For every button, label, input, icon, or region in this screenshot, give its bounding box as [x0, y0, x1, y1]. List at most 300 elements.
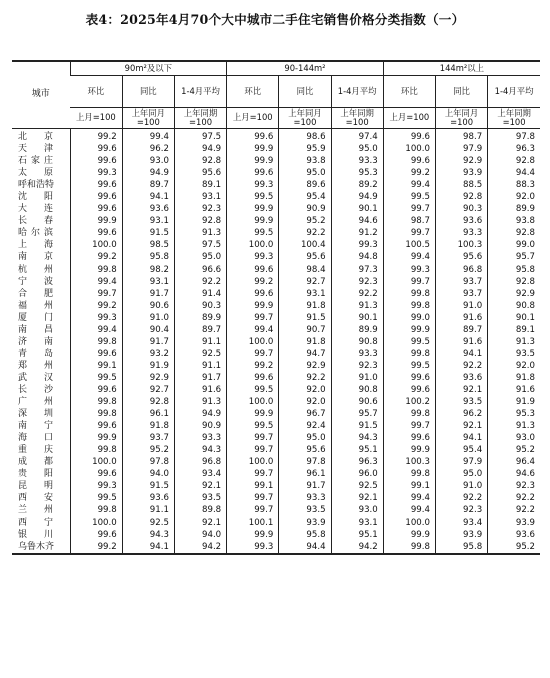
- city-name: 南宁: [18, 421, 71, 432]
- large-mom-value: 99.6: [383, 372, 435, 384]
- small-avg-value: 92.2: [174, 276, 226, 288]
- medium-mom-value: 99.6: [227, 167, 279, 179]
- small-yoy-value: 93.7: [122, 432, 174, 444]
- table-row: [12, 444, 540, 456]
- large-mom-value: 99.6: [383, 155, 435, 167]
- sub-header-yoy: 同比: [279, 76, 331, 108]
- large-mom-value: 99.5: [383, 191, 435, 203]
- medium-mom-value: 100.1: [227, 517, 279, 529]
- large-avg-value: 92.3: [488, 480, 540, 492]
- medium-avg-value: 92.1: [331, 492, 383, 504]
- small-yoy-value: 91.1: [122, 504, 174, 516]
- large-mom-value: 99.7: [383, 227, 435, 239]
- small-mom-value: 99.5: [70, 372, 122, 384]
- large-mom-value: 99.8: [383, 300, 435, 312]
- medium-avg-value: 95.7: [331, 408, 383, 420]
- small-avg-value: 94.2: [174, 541, 226, 554]
- medium-yoy-value: 95.6: [279, 444, 331, 456]
- small-avg-value: 91.3: [174, 396, 226, 408]
- large-avg-value: 94.4: [488, 167, 540, 179]
- small-mom-value: 99.8: [70, 444, 122, 456]
- medium-avg-value: 97.3: [331, 264, 383, 276]
- large-yoy-value: 92.2: [435, 360, 487, 372]
- large-yoy-value: 93.5: [435, 396, 487, 408]
- table-row: [12, 372, 540, 384]
- city-name: 天津: [18, 144, 71, 155]
- large-avg-value: 92.0: [488, 191, 540, 203]
- city-name: 厦门: [18, 312, 71, 323]
- city-name: 福州: [18, 300, 71, 311]
- small-yoy-value: 96.2: [122, 143, 174, 155]
- city-name: 海口: [18, 433, 71, 444]
- medium-yoy-value: 92.2: [279, 227, 331, 239]
- medium-avg-value: 90.6: [331, 396, 383, 408]
- base-header-mom: 上月=100: [227, 108, 279, 129]
- medium-mom-value: 99.7: [227, 468, 279, 480]
- medium-avg-value: 89.2: [331, 179, 383, 191]
- table-row: [12, 191, 540, 203]
- large-yoy-value: 93.6: [435, 215, 487, 227]
- medium-yoy-value: 90.7: [279, 324, 331, 336]
- medium-avg-value: 96.3: [331, 456, 383, 468]
- large-avg-value: 88.3: [488, 179, 540, 191]
- large-yoy-value: 95.0: [435, 468, 487, 480]
- sub-header-avg: 1-4月平均: [488, 76, 540, 108]
- small-yoy-value: 92.8: [122, 396, 174, 408]
- large-yoy-value: 90.3: [435, 203, 487, 215]
- medium-avg-value: 92.3: [331, 360, 383, 372]
- medium-avg-value: 95.1: [331, 444, 383, 456]
- large-avg-value: 92.8: [488, 155, 540, 167]
- small-yoy-value: 93.1: [122, 276, 174, 288]
- small-avg-value: 94.3: [174, 444, 226, 456]
- city-name: 太原: [18, 168, 71, 179]
- medium-avg-value: 94.3: [331, 432, 383, 444]
- medium-avg-value: 91.0: [331, 372, 383, 384]
- small-yoy-value: 91.7: [122, 288, 174, 300]
- city-name: 兰州: [18, 505, 71, 516]
- medium-mom-value: 99.9: [227, 203, 279, 215]
- table-row: [12, 529, 540, 541]
- medium-mom-value: 100.0: [227, 396, 279, 408]
- large-yoy-value: 88.5: [435, 179, 487, 191]
- large-yoy-value: 97.9: [435, 143, 487, 155]
- small-avg-value: 89.7: [174, 324, 226, 336]
- medium-yoy-value: 95.0: [279, 432, 331, 444]
- small-mom-value: 99.6: [70, 143, 122, 155]
- table-row: [12, 432, 540, 444]
- city-name: 杭州: [18, 264, 71, 275]
- medium-mom-value: 99.9: [227, 215, 279, 227]
- medium-avg-value: 91.2: [331, 227, 383, 239]
- small-mom-value: 99.4: [70, 276, 122, 288]
- small-avg-value: 95.6: [174, 167, 226, 179]
- medium-mom-value: 99.9: [227, 529, 279, 541]
- table-row: [12, 276, 540, 288]
- large-avg-value: 93.9: [488, 517, 540, 529]
- sub-header-yoy: 同比: [435, 76, 487, 108]
- small-avg-value: 91.1: [174, 360, 226, 372]
- large-mom-value: 99.8: [383, 348, 435, 360]
- medium-mom-value: 99.6: [227, 288, 279, 300]
- large-avg-value: 91.3: [488, 420, 540, 432]
- large-avg-value: 90.1: [488, 312, 540, 324]
- base-header-yoy: 上年同月=100: [279, 108, 331, 129]
- medium-avg-value: 95.3: [331, 167, 383, 179]
- small-avg-value: 93.4: [174, 468, 226, 480]
- large-avg-value: 91.8: [488, 372, 540, 384]
- medium-yoy-value: 95.6: [279, 251, 331, 263]
- table-row: [12, 492, 540, 504]
- medium-avg-value: 93.1: [331, 517, 383, 529]
- small-mom-value: 99.6: [70, 191, 122, 203]
- large-yoy-value: 96.2: [435, 408, 487, 420]
- small-yoy-value: 91.9: [122, 360, 174, 372]
- small-avg-value: 90.9: [174, 420, 226, 432]
- small-mom-value: 99.3: [70, 312, 122, 324]
- table-row: [12, 456, 540, 468]
- table-row: [12, 541, 540, 554]
- city-name: 哈尔滨: [18, 228, 58, 239]
- large-yoy-value: 92.9: [435, 155, 487, 167]
- table-row: [12, 288, 540, 300]
- large-yoy-value: 93.7: [435, 276, 487, 288]
- city-name: 上海: [18, 240, 71, 251]
- city-name: 郑州: [18, 360, 71, 371]
- large-yoy-value: 92.1: [435, 384, 487, 396]
- large-yoy-value: 94.1: [435, 432, 487, 444]
- table-row: [12, 203, 540, 215]
- table-row: [12, 215, 540, 227]
- group-header-medium: 90-144m²: [227, 61, 384, 76]
- medium-avg-value: 94.9: [331, 191, 383, 203]
- large-mom-value: 99.8: [383, 468, 435, 480]
- medium-mom-value: 99.7: [227, 432, 279, 444]
- medium-yoy-value: 92.0: [279, 396, 331, 408]
- city-name: 呼和浩特: [18, 180, 55, 191]
- city-name: 重庆: [18, 445, 71, 456]
- large-mom-value: 99.8: [383, 541, 435, 554]
- large-avg-value: 95.3: [488, 408, 540, 420]
- small-mom-value: 99.6: [70, 179, 122, 191]
- medium-mom-value: 99.5: [227, 420, 279, 432]
- large-yoy-value: 89.7: [435, 324, 487, 336]
- large-mom-value: 99.2: [383, 167, 435, 179]
- large-mom-value: 99.7: [383, 420, 435, 432]
- small-yoy-value: 93.6: [122, 203, 174, 215]
- city-name: 西安: [18, 493, 71, 504]
- small-avg-value: 91.3: [174, 227, 226, 239]
- sub-header-mom: 环比: [70, 76, 122, 108]
- medium-mom-value: 99.9: [227, 143, 279, 155]
- medium-avg-value: 90.1: [331, 312, 383, 324]
- medium-mom-value: 99.7: [227, 312, 279, 324]
- small-yoy-value: 89.7: [122, 179, 174, 191]
- large-mom-value: 99.5: [383, 360, 435, 372]
- medium-avg-value: 94.2: [331, 541, 383, 554]
- large-mom-value: 99.3: [383, 264, 435, 276]
- large-mom-value: 100.5: [383, 239, 435, 251]
- city-name: 石家庄: [18, 156, 58, 167]
- medium-mom-value: 99.7: [227, 348, 279, 360]
- medium-yoy-value: 91.8: [279, 300, 331, 312]
- small-yoy-value: 93.0: [122, 155, 174, 167]
- medium-yoy-value: 92.7: [279, 276, 331, 288]
- city-name: 济南: [18, 336, 71, 347]
- small-mom-value: 99.1: [70, 360, 122, 372]
- small-mom-value: 99.3: [70, 167, 122, 179]
- large-mom-value: 99.9: [383, 529, 435, 541]
- table-row: [12, 239, 540, 251]
- small-yoy-value: 98.2: [122, 264, 174, 276]
- medium-mom-value: 99.5: [227, 384, 279, 396]
- large-avg-value: 95.2: [488, 444, 540, 456]
- small-mom-value: 99.5: [70, 492, 122, 504]
- sub-header-avg: 1-4月平均: [331, 76, 383, 108]
- table-title: 表4：2025年4月70个大中城市二手住宅销售价格分类指数（一）: [85, 12, 465, 27]
- table-row: [12, 384, 540, 396]
- group-header-small: 90m²及以下: [70, 61, 227, 76]
- small-avg-value: 93.5: [174, 492, 226, 504]
- medium-mom-value: 99.2: [227, 276, 279, 288]
- medium-avg-value: 96.0: [331, 468, 383, 480]
- medium-yoy-value: 93.9: [279, 517, 331, 529]
- large-avg-value: 93.0: [488, 432, 540, 444]
- small-mom-value: 99.6: [70, 468, 122, 480]
- table-row: [12, 227, 540, 239]
- small-yoy-value: 93.1: [122, 215, 174, 227]
- small-avg-value: 92.1: [174, 480, 226, 492]
- base-header-yoy: 上年同月=100: [122, 108, 174, 129]
- table-row: [12, 517, 540, 529]
- large-mom-value: 99.5: [383, 336, 435, 348]
- medium-mom-value: 99.9: [227, 155, 279, 167]
- small-yoy-value: 94.1: [122, 191, 174, 203]
- small-yoy-value: 92.7: [122, 384, 174, 396]
- city-name: 昆明: [18, 481, 71, 492]
- large-avg-value: 92.8: [488, 227, 540, 239]
- medium-mom-value: 99.6: [227, 129, 279, 144]
- medium-yoy-value: 95.9: [279, 143, 331, 155]
- table-row: [12, 408, 540, 420]
- medium-yoy-value: 96.7: [279, 408, 331, 420]
- medium-mom-value: 99.3: [227, 179, 279, 191]
- large-yoy-value: 91.0: [435, 300, 487, 312]
- large-avg-value: 90.8: [488, 300, 540, 312]
- medium-yoy-value: 93.8: [279, 155, 331, 167]
- small-yoy-value: 93.6: [122, 492, 174, 504]
- small-avg-value: 92.8: [174, 215, 226, 227]
- large-yoy-value: 92.2: [435, 492, 487, 504]
- medium-avg-value: 90.1: [331, 203, 383, 215]
- medium-mom-value: 99.5: [227, 191, 279, 203]
- small-mom-value: 99.8: [70, 336, 122, 348]
- table-row: [12, 468, 540, 480]
- small-avg-value: 92.1: [174, 517, 226, 529]
- medium-yoy-value: 95.2: [279, 215, 331, 227]
- large-yoy-value: 98.7: [435, 129, 487, 144]
- medium-avg-value: 95.0: [331, 143, 383, 155]
- sub-header-mom: 环比: [383, 76, 435, 108]
- table-row: [12, 264, 540, 276]
- large-mom-value: 99.8: [383, 408, 435, 420]
- small-avg-value: 94.9: [174, 143, 226, 155]
- large-mom-value: 99.0: [383, 312, 435, 324]
- small-avg-value: 94.0: [174, 529, 226, 541]
- large-avg-value: 92.8: [488, 276, 540, 288]
- large-mom-value: 99.4: [383, 504, 435, 516]
- medium-mom-value: 99.2: [227, 360, 279, 372]
- medium-yoy-value: 94.4: [279, 541, 331, 554]
- small-mom-value: 99.6: [70, 420, 122, 432]
- table-row: [12, 336, 540, 348]
- small-mom-value: 99.8: [70, 408, 122, 420]
- small-yoy-value: 91.0: [122, 312, 174, 324]
- large-mom-value: 100.3: [383, 456, 435, 468]
- medium-mom-value: 99.1: [227, 480, 279, 492]
- medium-yoy-value: 100.4: [279, 239, 331, 251]
- large-yoy-value: 96.8: [435, 264, 487, 276]
- small-avg-value: 89.8: [174, 504, 226, 516]
- medium-yoy-value: 92.2: [279, 372, 331, 384]
- large-yoy-value: 92.3: [435, 504, 487, 516]
- medium-mom-value: 100.0: [227, 336, 279, 348]
- small-avg-value: 92.3: [174, 203, 226, 215]
- large-mom-value: 99.4: [383, 179, 435, 191]
- medium-yoy-value: 91.5: [279, 312, 331, 324]
- medium-mom-value: 99.7: [227, 444, 279, 456]
- city-name: 广州: [18, 397, 71, 408]
- city-name: 长春: [18, 216, 71, 227]
- large-yoy-value: 94.1: [435, 348, 487, 360]
- base-header-avg: 上年同期=100: [174, 108, 226, 129]
- city-name: 乌鲁木齐: [12, 541, 70, 554]
- large-yoy-value: 93.9: [435, 529, 487, 541]
- large-avg-value: 95.8: [488, 264, 540, 276]
- small-mom-value: 99.6: [70, 227, 122, 239]
- small-avg-value: 91.7: [174, 372, 226, 384]
- small-mom-value: 99.8: [70, 396, 122, 408]
- large-avg-value: 93.8: [488, 215, 540, 227]
- large-avg-value: 89.9: [488, 203, 540, 215]
- large-avg-value: 92.0: [488, 360, 540, 372]
- medium-avg-value: 95.1: [331, 529, 383, 541]
- city-name: 南京: [18, 252, 71, 263]
- small-yoy-value: 95.2: [122, 444, 174, 456]
- medium-yoy-value: 93.1: [279, 288, 331, 300]
- large-avg-value: 97.8: [488, 129, 540, 144]
- small-mom-value: 99.6: [70, 384, 122, 396]
- large-mom-value: 100.0: [383, 143, 435, 155]
- small-yoy-value: 90.4: [122, 324, 174, 336]
- medium-avg-value: 93.3: [331, 155, 383, 167]
- large-yoy-value: 93.3: [435, 227, 487, 239]
- small-mom-value: 99.6: [70, 529, 122, 541]
- large-mom-value: 99.4: [383, 251, 435, 263]
- large-mom-value: 99.4: [383, 492, 435, 504]
- medium-avg-value: 90.8: [331, 384, 383, 396]
- medium-yoy-value: 93.3: [279, 492, 331, 504]
- small-avg-value: 91.4: [174, 288, 226, 300]
- medium-avg-value: 90.8: [331, 336, 383, 348]
- table-row: [12, 324, 540, 336]
- medium-avg-value: 92.3: [331, 276, 383, 288]
- large-avg-value: 92.2: [488, 492, 540, 504]
- large-yoy-value: 93.6: [435, 372, 487, 384]
- large-mom-value: 99.1: [383, 480, 435, 492]
- medium-avg-value: 99.3: [331, 239, 383, 251]
- large-avg-value: 96.3: [488, 143, 540, 155]
- city-name: 沈阳: [18, 192, 71, 203]
- large-avg-value: 96.4: [488, 456, 540, 468]
- small-mom-value: 99.2: [70, 300, 122, 312]
- large-yoy-value: 100.3: [435, 239, 487, 251]
- large-mom-value: 100.0: [383, 517, 435, 529]
- city-name: 大连: [18, 204, 71, 215]
- medium-yoy-value: 92.0: [279, 384, 331, 396]
- medium-mom-value: 99.3: [227, 541, 279, 554]
- table-row: [12, 251, 540, 263]
- small-avg-value: 92.8: [174, 155, 226, 167]
- small-yoy-value: 97.8: [122, 456, 174, 468]
- large-avg-value: 99.0: [488, 239, 540, 251]
- small-mom-value: 99.4: [70, 324, 122, 336]
- medium-yoy-value: 98.6: [279, 129, 331, 144]
- city-name: 深圳: [18, 409, 71, 420]
- medium-avg-value: 91.3: [331, 300, 383, 312]
- large-yoy-value: 95.8: [435, 541, 487, 554]
- city-name: 青岛: [18, 348, 71, 359]
- medium-mom-value: 99.6: [227, 372, 279, 384]
- small-mom-value: 99.9: [70, 432, 122, 444]
- small-mom-value: 100.0: [70, 239, 122, 251]
- small-yoy-value: 95.8: [122, 251, 174, 263]
- table-row: [12, 300, 540, 312]
- small-avg-value: 93.1: [174, 191, 226, 203]
- small-avg-value: 94.9: [174, 408, 226, 420]
- medium-mom-value: 99.4: [227, 324, 279, 336]
- table-row: [12, 179, 540, 191]
- small-avg-value: 93.3: [174, 432, 226, 444]
- large-mom-value: 98.7: [383, 215, 435, 227]
- small-mom-value: 99.6: [70, 203, 122, 215]
- small-yoy-value: 94.1: [122, 541, 174, 554]
- table-row: [12, 348, 540, 360]
- small-mom-value: 99.6: [70, 348, 122, 360]
- medium-yoy-value: 98.4: [279, 264, 331, 276]
- table-row: [12, 155, 540, 167]
- base-header-avg: 上年同期=100: [331, 108, 383, 129]
- medium-avg-value: 92.2: [331, 288, 383, 300]
- medium-yoy-value: 94.7: [279, 348, 331, 360]
- small-mom-value: 99.6: [70, 155, 122, 167]
- large-avg-value: 89.1: [488, 324, 540, 336]
- small-yoy-value: 99.4: [122, 129, 174, 144]
- small-mom-value: 100.0: [70, 517, 122, 529]
- large-mom-value: 99.7: [383, 276, 435, 288]
- large-avg-value: 95.2: [488, 541, 540, 554]
- large-mom-value: 99.8: [383, 288, 435, 300]
- city-name: 合肥: [18, 288, 71, 299]
- small-yoy-value: 98.5: [122, 239, 174, 251]
- medium-yoy-value: 95.8: [279, 529, 331, 541]
- large-mom-value: 99.6: [383, 432, 435, 444]
- base-header-mom: 上月=100: [70, 108, 122, 129]
- medium-yoy-value: 89.6: [279, 179, 331, 191]
- small-mom-value: 99.2: [70, 129, 122, 144]
- small-avg-value: 97.5: [174, 239, 226, 251]
- city-name: 成都: [18, 457, 71, 468]
